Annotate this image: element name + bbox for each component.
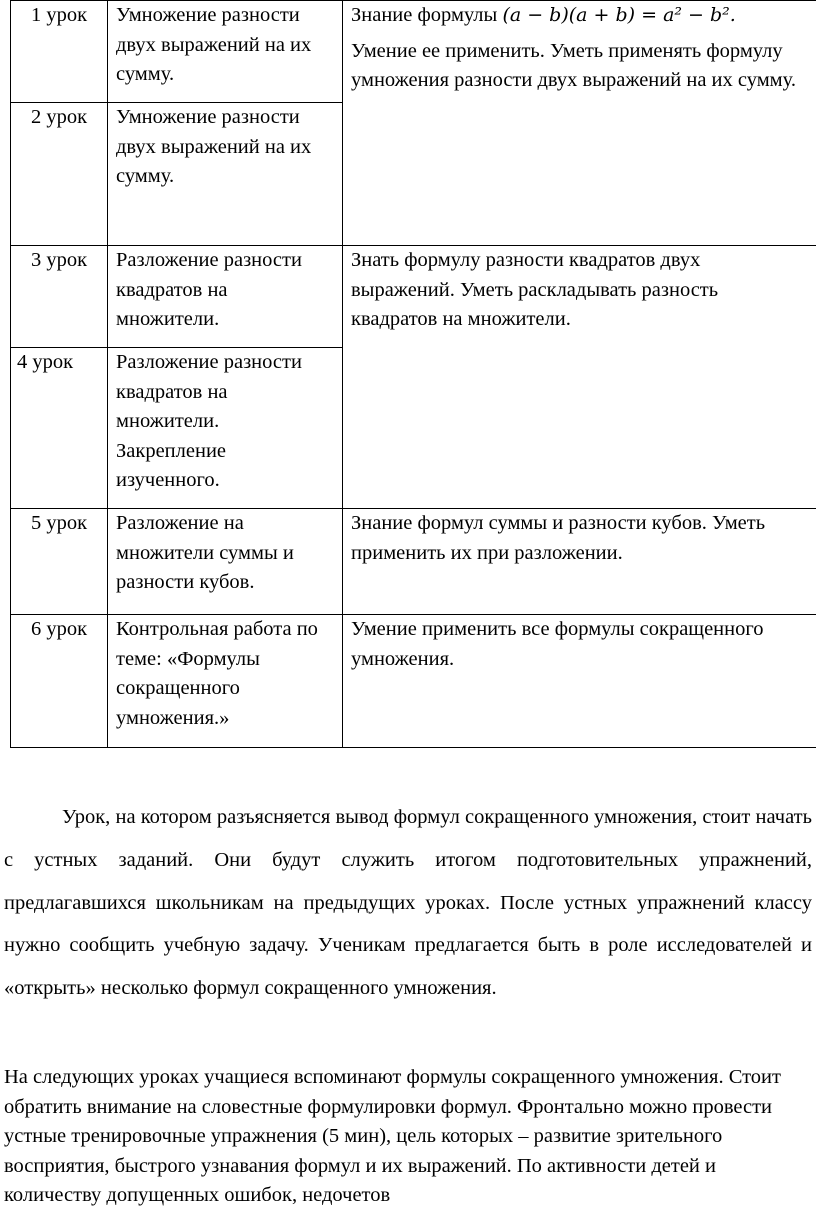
- lesson-number: 3 урок: [11, 246, 108, 348]
- formula: (a − b)(a + b) = a² − b².: [502, 4, 736, 26]
- table-row: [11, 615, 816, 748]
- paragraph-intro: Урок, на котором разъясняется вывод формул сокращенного умножения, стоит начать с устных заданий. Они будут служить итогом подготовительных упражнений, предлагавшихся школьникам на предыдущих уроках. После устных упражнений классу нужно сообщить учебную задачу. Ученикам предлагается быть в роле исследователей и «открыть» несколько формул сокращенного умножения.: [4, 806, 812, 1000]
- requirement-text: Умение ее применить. Уметь применять формулу умножения разности двух выражений на их сумму.: [351, 39, 796, 91]
- lesson-number: 5 урок: [11, 509, 108, 615]
- table-row: [11, 246, 816, 348]
- lesson-number: 1 урок: [11, 1, 108, 103]
- lesson-requirements: [343, 1, 816, 246]
- lesson-topic: Умножение разности двух выражений на их сумму.: [108, 103, 343, 246]
- table-row: [11, 1, 816, 103]
- lesson-requirements: Знание формул суммы и разности кубов. Уметь применить их при разложении.: [343, 509, 816, 615]
- lesson-number: 4 урок: [11, 348, 108, 509]
- requirement-prefix: Знание формулы: [351, 4, 498, 26]
- lesson-topic: Контрольная работа по теме: «Формулы сокращенного умножения.»: [108, 615, 343, 748]
- lesson-requirements: Умение применить все формулы сокращенного умножения.: [343, 615, 816, 748]
- paragraph-followup: На следующих уроках учащиеся вспоминают формулы сокращенного умножения. Стоит обратить внимание на словестные формулировки формул. Фронтально можно провести устные тренировочные упражнения (5 мин), цель которых – развитие зрительного восприятия, быстрого узнавания формул и их выражений. По активности детей и количеству допущенных ошибок, недочетов: [4, 1066, 781, 1206]
- lesson-topic: Умножение разности двух выражений на их сумму.: [108, 1, 343, 103]
- lesson-topic: Разложение разности квадратов на множители.: [108, 246, 343, 348]
- lesson-number: 6 урок: [11, 615, 108, 748]
- lesson-plan-table: [10, 0, 816, 748]
- lesson-requirements: Знать формулу разности квадратов двух выражений. Уметь раскладывать разность квадратов на множители.: [343, 246, 816, 509]
- lesson-topic: Разложение на множители суммы и разности кубов.: [108, 509, 343, 615]
- table-row: [11, 509, 816, 615]
- lesson-topic: Разложение разности квадратов на множители. Закрепление изученного.: [108, 348, 343, 509]
- lesson-number: 2 урок: [11, 103, 108, 246]
